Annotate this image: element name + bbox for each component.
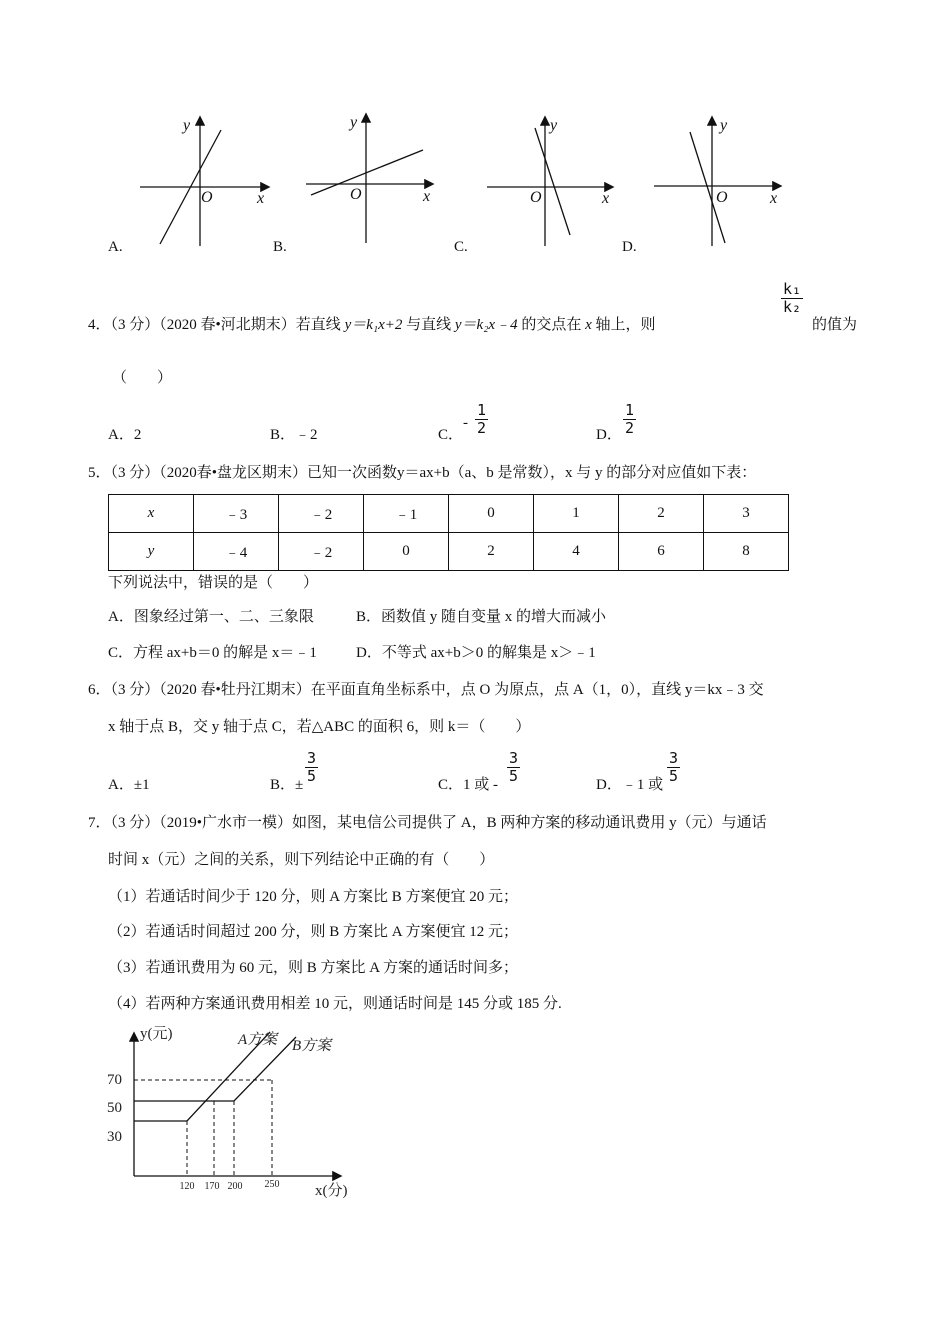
q4-fraction xyxy=(781,281,803,316)
q5-option-d: D．不等式 ax+b＞0 的解集是 x＞﹣1 xyxy=(356,645,596,661)
table-cell: 4 xyxy=(534,533,619,571)
y-axis-label: y xyxy=(550,117,558,134)
x-axis-label: x xyxy=(257,190,265,207)
table-cell: 2 xyxy=(449,533,534,571)
q4-text: 与直线 xyxy=(402,317,455,333)
q4-source: （2020 春•河北期末） xyxy=(159,317,296,333)
table-cell: ﹣4 xyxy=(194,533,279,571)
series-a-label: A方案 xyxy=(238,1032,278,1048)
option-label: C． xyxy=(438,427,464,443)
denominator: 2 xyxy=(625,419,635,437)
q4-xvar: x xyxy=(585,317,592,333)
numerator: 1 xyxy=(477,401,487,419)
option-value: ﹣2 xyxy=(295,427,318,443)
x-axis-label: x xyxy=(423,188,431,205)
origin-label: O xyxy=(201,189,213,206)
q3-option-a: A. xyxy=(108,239,123,255)
table-cell: 1 xyxy=(534,495,619,533)
q7-stem-line1: 7．（3 分）（2019•广水市一模）如图，某电信公司提供了 A，B 两种方案的移动通讯费用 y（元）与通话 xyxy=(88,815,767,831)
q4-option-d-fraction xyxy=(623,402,636,437)
origin-label: O xyxy=(716,189,728,206)
q7-item-4: （4）若两种方案通讯费用相差 10 元，则通话时间是 145 分或 185 分. xyxy=(108,996,562,1012)
table-row-y xyxy=(109,533,789,571)
y-tick: 70 xyxy=(107,1072,122,1088)
q3-option-d: D. xyxy=(622,239,637,255)
table-cell: ﹣3 xyxy=(194,495,279,533)
q5-option-a: A．图象经过第一、二、三象限 xyxy=(108,609,314,625)
y-tick: 50 xyxy=(107,1100,122,1116)
q6-option-a: A．±1 xyxy=(108,777,150,793)
q4-option-b xyxy=(270,425,318,445)
q6-option-b-fraction xyxy=(305,750,318,785)
q5-value-table xyxy=(108,494,789,571)
q4-eq2: y＝k₂x﹣4 xyxy=(454,317,518,333)
numerator: 3 xyxy=(669,749,679,767)
q6-option-c: C．1 或 - xyxy=(438,777,499,793)
x-axis-label: x xyxy=(770,190,778,207)
q4-option-d: D． xyxy=(596,427,622,443)
q6-stem-line1: 6．（3 分）（2020 春•牡丹江期末）在平面直角坐标系中，点 O 为原点，点 A（1，0），直线 y＝kx﹣3 交 xyxy=(88,682,764,698)
table-cell: 0 xyxy=(449,495,534,533)
q4-option-c-fraction xyxy=(475,402,488,437)
table-cell: 0 xyxy=(364,533,449,571)
q3-option-c: C. xyxy=(454,239,468,255)
table-cell: 6 xyxy=(619,533,704,571)
x-tick: 170 xyxy=(204,1181,220,1192)
q7-cost-graph xyxy=(100,1020,390,1210)
series-b-label: B方案 xyxy=(292,1038,332,1054)
numerator: k₁ xyxy=(783,280,802,298)
table-cell: ﹣2 xyxy=(279,533,364,571)
q7-stem-line2: 时间 x（元）之间的关系，则下列结论中正确的有（ ） xyxy=(108,852,495,868)
q5-option-b: B．函数值 y 随自变量 x 的增大而减小 xyxy=(356,609,607,625)
minus-sign: - xyxy=(463,415,469,431)
y-axis-label: y(元) xyxy=(140,1026,173,1042)
q4-option-c xyxy=(438,415,469,445)
x-tick: 200 xyxy=(227,1181,243,1192)
table-cell: 2 xyxy=(619,495,704,533)
q4-number: 4． xyxy=(88,317,111,333)
denominator: 5 xyxy=(669,767,679,785)
q4-option-a xyxy=(108,425,141,445)
y-tick: 30 xyxy=(107,1129,122,1145)
q4-text: 若直线 xyxy=(295,317,345,333)
q3-graphs xyxy=(0,0,950,270)
x-axis-label: x xyxy=(602,190,610,207)
table-cell: ﹣2 xyxy=(279,495,364,533)
q4-text: 的交点在 xyxy=(517,317,586,333)
x-tick: 120 xyxy=(179,1181,195,1192)
table-header: y xyxy=(109,533,194,571)
y-axis-label: y xyxy=(350,114,358,131)
denominator: 2 xyxy=(477,419,487,437)
q3-option-b: B. xyxy=(273,239,287,255)
q4-stem xyxy=(88,315,656,335)
origin-label: O xyxy=(530,189,542,206)
q5-option-c: C．方程 ax+b＝0 的解是 x＝﹣1 xyxy=(108,645,317,661)
option-value: 2 xyxy=(133,427,142,443)
q4-text: 轴上，则 xyxy=(591,317,656,333)
table-cell: ﹣1 xyxy=(364,495,449,533)
q6-option-d: D．﹣1 或 xyxy=(596,777,664,793)
x-tick: 250 xyxy=(264,1179,280,1190)
q4-answer-paren: （ ） xyxy=(112,370,173,386)
y-axis-label: y xyxy=(720,117,728,134)
q6-stem-line2: x 轴于点 B，交 y 轴于点 C，若△ABC 的面积 6，则 k＝（ ） xyxy=(108,719,531,735)
q7-item-1: （1）若通话时间少于 120 分，则 A 方案比 B 方案便宜 20 元； xyxy=(108,889,519,905)
option-label: A． xyxy=(108,427,134,443)
numerator: 1 xyxy=(625,401,635,419)
q4-eq1: y＝k₁x+2 xyxy=(344,317,403,333)
table-header: x xyxy=(109,495,194,533)
table-cell: 3 xyxy=(704,495,789,533)
x-axis-label: x(分) xyxy=(315,1183,348,1199)
q6-option-c-fraction xyxy=(507,750,520,785)
denominator: k₂ xyxy=(783,298,802,316)
q5-stem: 5．（3 分）（2020春•盘龙区期末）已知一次函数y＝ax+b（a、b 是常数），x 与 y 的部分对应值如下表： xyxy=(88,465,757,481)
numerator: 3 xyxy=(509,749,519,767)
q7-item-3: （3）若通讯费用为 60 元，则 B 方案比 A 方案的通话时间多； xyxy=(108,960,519,976)
q7-item-2: （2）若通话时间超过 200 分，则 B 方案比 A 方案便宜 12 元； xyxy=(108,924,519,940)
origin-label: O xyxy=(350,186,362,203)
denominator: 5 xyxy=(509,767,519,785)
q4-text: 的值为 xyxy=(812,317,858,333)
table-row-x xyxy=(109,495,789,533)
q5-prompt: 下列说法中，错误的是（ ） xyxy=(108,575,319,591)
numerator: 3 xyxy=(307,749,317,767)
q6-option-d-fraction xyxy=(667,750,680,785)
q4-score: （3 分） xyxy=(110,317,160,333)
table-cell: 8 xyxy=(704,533,789,571)
q6-option-b: B．± xyxy=(270,777,304,793)
y-axis-label: y xyxy=(183,117,191,134)
option-label: B． xyxy=(270,427,296,443)
denominator: 5 xyxy=(307,767,317,785)
